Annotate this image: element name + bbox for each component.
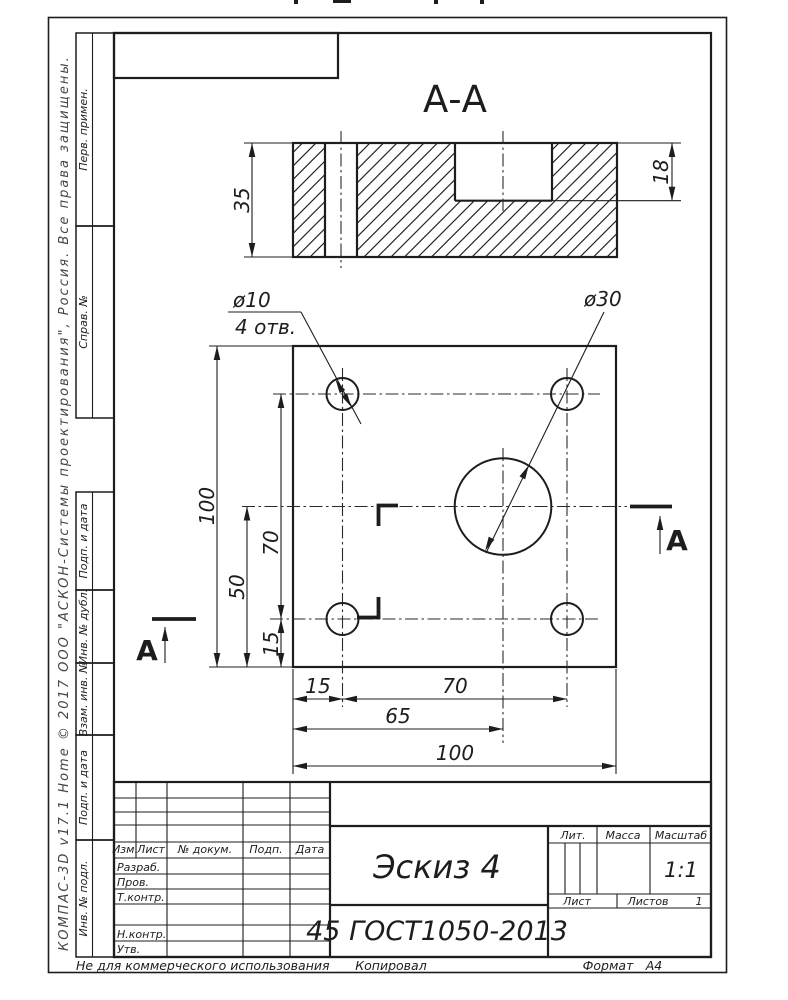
dim-35-label: 35	[230, 187, 254, 213]
dim-70h-label: 70	[442, 674, 468, 698]
tb-label-utv: Утв.	[117, 943, 141, 956]
tb-label-doc: № докум.	[177, 843, 233, 856]
section-view	[230, 78, 681, 268]
margin-columns	[76, 33, 114, 957]
tb-label-list: Лист	[137, 843, 165, 856]
cut-letter-right: А	[666, 524, 688, 557]
cut-letter-left: А	[136, 634, 158, 667]
tb-label-nkontr: Н.контр.	[117, 928, 167, 941]
dim-65-label: 65	[385, 704, 411, 728]
margin-label-sprav-no: Справ. №	[77, 295, 90, 349]
note-4otv-label: 4 отв.	[235, 315, 297, 339]
dim-15h-label: 15	[305, 674, 331, 698]
dim-15v-label: 15	[259, 631, 283, 657]
tb-label-sheet: Лист	[563, 895, 591, 908]
top-left-extra-box	[114, 33, 338, 78]
section-view-title: А-А	[423, 78, 487, 121]
footer-strip	[76, 958, 662, 973]
kompas-watermark: КОМПАС-3D v17.1 Home © 2017 ООО "АСКОН-Системы проектирования", Россия. Все права защищены.	[57, 55, 72, 951]
tb-doc-name: Эскиз 4	[373, 848, 501, 886]
dim-70v-label: 70	[259, 530, 283, 556]
margin-label-vzam-inv: Взам. инв. №	[77, 661, 90, 737]
tb-label-sign: Подп.	[249, 843, 283, 856]
tb-material: 45 ГОСТ1050-2013	[306, 916, 568, 947]
footer-format-label: Формат	[582, 958, 634, 973]
margin-label-perv-primen: Перв. примен.	[77, 88, 90, 171]
footer-note: Не для коммерческого использования	[76, 958, 330, 973]
cutting-plane-marks	[136, 506, 688, 668]
tb-label-prov: Пров.	[117, 876, 149, 889]
tb-scale-value: 1:1	[664, 858, 698, 882]
cropped-marks	[294, 0, 484, 4]
footer-copied: Копировал	[355, 958, 427, 973]
dim-18-label: 18	[649, 159, 673, 185]
plan-view	[136, 287, 688, 774]
dim-100h-label: 100	[435, 741, 475, 765]
dim-50-label: 50	[225, 574, 249, 600]
tb-label-scale: Масштаб	[654, 829, 708, 842]
margin-label-podp-i-data-2: Подп. и дата	[77, 750, 90, 825]
tb-label-razrab: Разраб.	[117, 861, 161, 874]
margin-label-inv-dubl: Инв. № дубл.	[77, 588, 90, 665]
title-block	[112, 782, 711, 957]
tb-label-lit: Лит.	[560, 829, 586, 842]
note-dia10-label: ø10	[233, 288, 271, 312]
tb-label-date: Дата	[295, 843, 325, 856]
dim-100v-label: 100	[195, 486, 219, 526]
footer-format-value: А4	[645, 958, 663, 973]
tb-label-sheets: Листов	[627, 895, 669, 908]
hole-callouts	[228, 287, 622, 556]
tb-label-mass: Масса	[605, 829, 641, 842]
tb-label-tkontr: Т.контр.	[117, 891, 165, 904]
margin-label-podp-i-data-1: Подп. и дата	[77, 503, 90, 579]
tb-sheets-value: 1	[695, 895, 703, 908]
tb-label-izm: Изм.	[112, 843, 138, 856]
margin-label-inv-podl: Инв. № подл.	[77, 860, 90, 937]
note-dia30-label: ø30	[584, 287, 622, 311]
plan-centerlines	[242, 368, 627, 743]
